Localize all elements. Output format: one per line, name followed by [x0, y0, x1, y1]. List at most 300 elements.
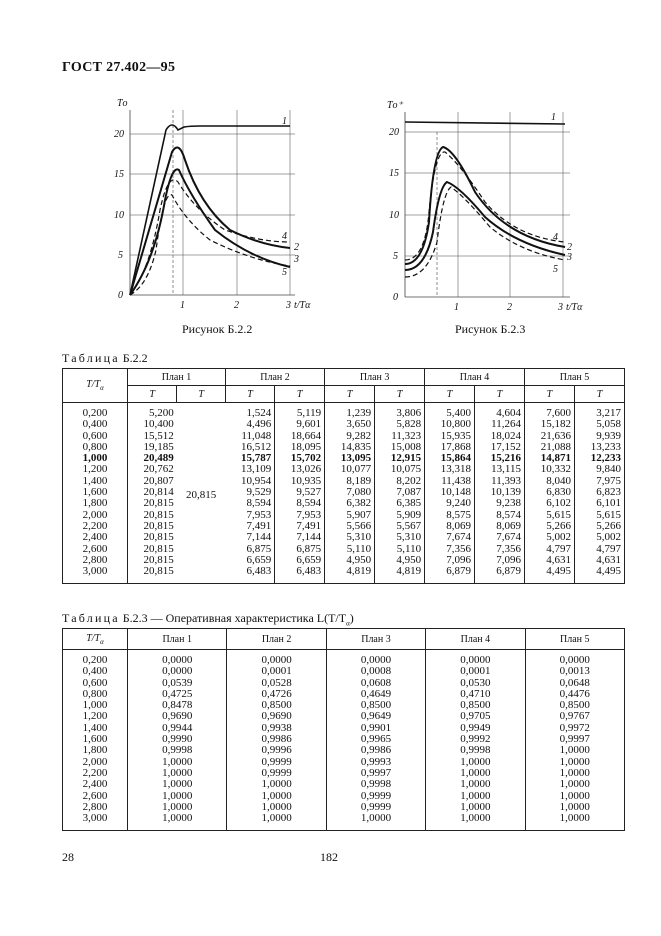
- table-cell: 6,101: [574, 498, 624, 509]
- table-cell: 0,8500: [227, 700, 326, 711]
- table-cell: 0,9998: [128, 745, 227, 756]
- table-cell: 0,4476: [525, 689, 624, 700]
- table-cell: 15,702: [275, 453, 325, 464]
- table-cell: 0,0000: [128, 666, 227, 677]
- table-cell: 5,110: [375, 544, 425, 555]
- table-cell: 5,310: [325, 532, 375, 543]
- merged-value-cell: 20,815: [177, 403, 226, 584]
- fig2-ytick: 10: [389, 210, 399, 221]
- table3-body: [63, 650, 625, 831]
- table-cell: 1,400: [63, 723, 128, 734]
- table-cell: 1,0000: [525, 791, 624, 802]
- table-cell: 10,148: [425, 487, 475, 498]
- fig2-ytick: 0: [393, 292, 398, 303]
- table-cell: 9,529: [225, 487, 274, 498]
- table-cell: 0,0000: [128, 650, 227, 667]
- table-row: [63, 779, 625, 790]
- table-cell: 9,240: [425, 498, 475, 509]
- table-cell: 11,438: [425, 476, 475, 487]
- table-cell: 2,400: [63, 779, 128, 790]
- table-cell: 10,400: [128, 419, 177, 430]
- table3-caption: Таблица Б.2.3 — Оперативная характеристика $L(T/T_\alpha)$: [62, 611, 354, 628]
- table-cell: 20,815: [128, 544, 177, 555]
- table-cell: 2,000: [63, 757, 128, 768]
- plan-header: План 5: [525, 629, 624, 650]
- table-row: [63, 723, 625, 734]
- table-cell: 5,400: [425, 403, 475, 420]
- table-cell: 6,483: [275, 566, 325, 584]
- table-cell: 16,512: [225, 442, 274, 453]
- table-cell: 18,664: [275, 431, 325, 442]
- col-ratio-header: $T/T_\alpha$: [63, 629, 128, 650]
- table-cell: 0,800: [63, 689, 128, 700]
- page-number-center: 182: [320, 850, 338, 864]
- table-cell: 9,282: [325, 431, 375, 442]
- table-cell: 0,0000: [326, 650, 425, 667]
- table-cell: 1,0000: [227, 802, 326, 813]
- table-cell: 7,096: [475, 555, 525, 566]
- table-cell: 1,200: [63, 711, 128, 722]
- table-cell: 6,483: [225, 566, 274, 584]
- table-cell: 13,233: [574, 442, 624, 453]
- table-row: [63, 745, 625, 756]
- table2-caption-num: Б.2.2: [122, 351, 148, 365]
- table-cell: 0,9996: [227, 745, 326, 756]
- table-cell: 10,077: [325, 464, 375, 475]
- table-cell: 14,871: [524, 453, 574, 464]
- table-cell: 0,600: [63, 678, 128, 689]
- table-cell: 0,8478: [128, 700, 227, 711]
- table-cell: 6,879: [425, 566, 475, 584]
- table-row: [63, 757, 625, 768]
- fig1-curve-label: 5: [282, 267, 287, 278]
- table-cell: 0,9999: [227, 768, 326, 779]
- table-cell: 5,119: [275, 403, 325, 420]
- sub-header: T: [177, 386, 226, 403]
- table-cell: 17,152: [475, 442, 525, 453]
- sub-header: T: [475, 386, 525, 403]
- table-cell: 5,110: [325, 544, 375, 555]
- table-cell: 10,935: [275, 476, 325, 487]
- table-cell: 11,393: [475, 476, 525, 487]
- table-cell: 6,875: [225, 544, 274, 555]
- table2-caption: [62, 351, 148, 366]
- table-cell: 13,318: [425, 464, 475, 475]
- table-cell: 20,815: [128, 555, 177, 566]
- table-cell: 20,815: [128, 532, 177, 543]
- table-cell: 17,868: [425, 442, 475, 453]
- fig1-curve-label: 4: [282, 231, 287, 242]
- table-cell: 1,0000: [128, 802, 227, 813]
- table-row: [63, 768, 625, 779]
- table-cell: 3,000: [63, 813, 128, 831]
- fig1-ytick: 5: [118, 250, 123, 261]
- table-row: [63, 532, 625, 543]
- plan-header: План 1: [128, 369, 226, 386]
- table-cell: 4,797: [574, 544, 624, 555]
- table-cell: 6,830: [524, 487, 574, 498]
- table-cell: 0,0001: [426, 666, 525, 677]
- table-cell: 9,840: [574, 464, 624, 475]
- table-cell: 0,4710: [426, 689, 525, 700]
- table-cell: 1,0000: [227, 791, 326, 802]
- table-cell: 0,200: [63, 650, 128, 667]
- table-cell: 4,495: [524, 566, 574, 584]
- table-cell: 15,008: [375, 442, 425, 453]
- table-cell: 0,9972: [525, 723, 624, 734]
- sub-header: T: [225, 386, 274, 403]
- table-cell: 0,400: [63, 419, 128, 430]
- table-cell: 5,266: [524, 521, 574, 532]
- table-cell: 6,385: [375, 498, 425, 509]
- table-cell: 7,144: [225, 532, 274, 543]
- table-row: [63, 566, 625, 584]
- table-cell: 5,615: [524, 510, 574, 521]
- table-cell: 1,239: [325, 403, 375, 420]
- table-cell: 0,9993: [326, 757, 425, 768]
- table-cell: 0,9986: [326, 745, 425, 756]
- table-cell: 1,0000: [426, 802, 525, 813]
- table-cell: 2,400: [63, 532, 128, 543]
- table-cell: 13,115: [475, 464, 525, 475]
- table-cell: 5,615: [574, 510, 624, 521]
- table-b22: [62, 368, 625, 584]
- plan-header: План 3: [325, 369, 425, 386]
- table-b23: [62, 628, 625, 831]
- table-cell: 0,9999: [326, 791, 425, 802]
- table-cell: 1,400: [63, 476, 128, 487]
- table-cell: 4,495: [574, 566, 624, 584]
- table-cell: 7,674: [475, 532, 525, 543]
- table3-caption-text: Б.2.3 — Оперативная характеристика L(T/T: [122, 611, 347, 625]
- table-cell: 0,0001: [227, 666, 326, 677]
- sub-header: T: [425, 386, 475, 403]
- fig1-ytick: 0: [118, 290, 123, 301]
- table-cell: 7,975: [574, 476, 624, 487]
- col-ratio-header: $T/T_\alpha$: [63, 369, 128, 403]
- table-cell: 0,9997: [326, 768, 425, 779]
- table-cell: 10,139: [475, 487, 525, 498]
- table-cell: 5,828: [375, 419, 425, 430]
- table-cell: 15,182: [524, 419, 574, 430]
- table-cell: 6,823: [574, 487, 624, 498]
- table-row: [63, 419, 625, 430]
- table-cell: 21,636: [524, 431, 574, 442]
- table-row: [63, 689, 625, 700]
- fig1-curve-label: 1: [282, 116, 287, 127]
- figure-b22: [100, 90, 310, 320]
- table-cell: 12,915: [375, 453, 425, 464]
- table-cell: 0,0000: [426, 650, 525, 667]
- document-header: ГОСТ 27.402—95: [62, 60, 176, 75]
- table-cell: 5,058: [574, 419, 624, 430]
- table-cell: 10,332: [524, 464, 574, 475]
- table-cell: 0,9965: [326, 734, 425, 745]
- table-cell: 5,907: [325, 510, 375, 521]
- table-cell: 3,217: [574, 403, 624, 420]
- page-number-left: 28: [62, 850, 74, 864]
- fig2-curve-label: 5: [553, 264, 558, 275]
- table-cell: 4,819: [375, 566, 425, 584]
- table-cell: 4,631: [574, 555, 624, 566]
- table-cell: 2,200: [63, 768, 128, 779]
- table-cell: 10,800: [425, 419, 475, 430]
- table-cell: 20,489: [128, 453, 177, 464]
- table-cell: 5,002: [574, 532, 624, 543]
- fig2-ytick: 15: [389, 168, 399, 179]
- fig2-curve-label: 2: [567, 242, 572, 253]
- table-cell: 1,0000: [227, 813, 326, 831]
- table-cell: 2,600: [63, 544, 128, 555]
- table-cell: 1,0000: [128, 757, 227, 768]
- fig1-xtick: 2: [234, 300, 239, 311]
- table-cell: 20,815: [128, 521, 177, 532]
- fig2-xlabel: t/Tα: [566, 302, 583, 313]
- table-cell: 1,0000: [128, 768, 227, 779]
- fig1-xtick: 3: [286, 300, 291, 311]
- table-cell: 0,9998: [326, 779, 425, 790]
- table-cell: 1,0000: [525, 768, 624, 779]
- table-cell: 1,0000: [426, 768, 525, 779]
- table-cell: 7,356: [425, 544, 475, 555]
- table-cell: 0,4725: [128, 689, 227, 700]
- table-cell: 5,200: [128, 403, 177, 420]
- table-cell: 6,659: [275, 555, 325, 566]
- table-cell: 5,566: [325, 521, 375, 532]
- table-cell: 0,9990: [128, 734, 227, 745]
- sub-header: T: [325, 386, 375, 403]
- table-cell: 0,9944: [128, 723, 227, 734]
- table-cell: 1,0000: [426, 757, 525, 768]
- fig1-ylabel: Tо: [117, 98, 128, 109]
- table-cell: 1,0000: [128, 791, 227, 802]
- table-cell: 1,600: [63, 734, 128, 745]
- table-cell: 1,800: [63, 498, 128, 509]
- table-cell: 14,835: [325, 442, 375, 453]
- table-cell: 15,864: [425, 453, 475, 464]
- table-cell: 6,875: [275, 544, 325, 555]
- table-cell: 8,575: [425, 510, 475, 521]
- table-cell: 0,0528: [227, 678, 326, 689]
- table-row: [63, 403, 625, 420]
- table-cell: 20,815: [128, 566, 177, 584]
- table-cell: 5,266: [574, 521, 624, 532]
- fig1-ytick: 15: [114, 169, 124, 180]
- table-cell: 15,512: [128, 431, 177, 442]
- fig2-caption: Рисунок Б.2.3: [455, 322, 526, 336]
- table-cell: 19,185: [128, 442, 177, 453]
- table-cell: 0,8500: [525, 700, 624, 711]
- table-cell: 9,939: [574, 431, 624, 442]
- table-cell: 3,000: [63, 566, 128, 584]
- table-cell: 0,9705: [426, 711, 525, 722]
- plan-header: План 3: [326, 629, 425, 650]
- fig2-curve-label: 3: [567, 252, 572, 263]
- table-cell: 1,0000: [426, 813, 525, 831]
- table-cell: 7,953: [275, 510, 325, 521]
- table-cell: 0,0008: [326, 666, 425, 677]
- plan-header: План 2: [225, 369, 324, 386]
- table-cell: 1,600: [63, 487, 128, 498]
- table-cell: 1,0000: [525, 802, 624, 813]
- table-cell: 1,0000: [326, 813, 425, 831]
- table-cell: 1,0000: [426, 779, 525, 790]
- table-cell: 4,604: [475, 403, 525, 420]
- table-cell: 13,026: [275, 464, 325, 475]
- table-cell: 0,0648: [525, 678, 624, 689]
- table-cell: 7,491: [225, 521, 274, 532]
- table-cell: 0,0608: [326, 678, 425, 689]
- table-cell: 7,953: [225, 510, 274, 521]
- table-cell: 6,102: [524, 498, 574, 509]
- table-cell: 0,9999: [227, 757, 326, 768]
- sub-header: T: [524, 386, 574, 403]
- table-cell: 0,9997: [525, 734, 624, 745]
- fig2-ytick: 20: [389, 127, 399, 138]
- table-cell: 1,800: [63, 745, 128, 756]
- fig1-caption: Рисунок Б.2.2: [182, 322, 253, 336]
- table-cell: 6,382: [325, 498, 375, 509]
- table2-caption-word: Таблица: [62, 351, 120, 365]
- table-cell: 20,815: [128, 498, 177, 509]
- table-cell: 0,9938: [227, 723, 326, 734]
- table-cell: 0,9986: [227, 734, 326, 745]
- table-row: [63, 813, 625, 831]
- table-row: [63, 734, 625, 745]
- table-row: [63, 650, 625, 667]
- table-cell: 8,069: [425, 521, 475, 532]
- table-cell: 13,109: [225, 464, 274, 475]
- table-cell: 1,200: [63, 464, 128, 475]
- table-cell: 0,8500: [426, 700, 525, 711]
- table-cell: 20,762: [128, 464, 177, 475]
- table-cell: 2,800: [63, 555, 128, 566]
- table-cell: 0,600: [63, 431, 128, 442]
- fig2-xtick: 3: [558, 302, 563, 313]
- plan-header: План 2: [227, 629, 326, 650]
- plan-header: План 4: [425, 369, 525, 386]
- plan-header: План 5: [524, 369, 624, 386]
- table2-body: [63, 403, 625, 584]
- sub-header: T: [275, 386, 325, 403]
- table-cell: 1,000: [63, 700, 128, 711]
- table-cell: 5,567: [375, 521, 425, 532]
- table-cell: 2,600: [63, 791, 128, 802]
- fig1-xlabel: t/Tα: [294, 300, 311, 311]
- table-cell: 8,594: [225, 498, 274, 509]
- table-cell: 0,0000: [227, 650, 326, 667]
- table-cell: 7,674: [425, 532, 475, 543]
- table-cell: 5,002: [524, 532, 574, 543]
- table-cell: 8,202: [375, 476, 425, 487]
- table-cell: 2,200: [63, 521, 128, 532]
- table-cell: 8,040: [524, 476, 574, 487]
- fig1-curve-label: 2: [294, 242, 299, 253]
- fig2-xtick: 1: [454, 302, 459, 313]
- table-cell: 0,9690: [128, 711, 227, 722]
- table-cell: 1,0000: [525, 757, 624, 768]
- table3-caption-word: Таблица: [62, 611, 120, 625]
- table-cell: 0,400: [63, 666, 128, 677]
- table-row: [63, 802, 625, 813]
- sub-header: T: [375, 386, 425, 403]
- table-cell: 0,8500: [326, 700, 425, 711]
- table-row: [63, 666, 625, 677]
- table-cell: 10,954: [225, 476, 274, 487]
- table-cell: 3,650: [325, 419, 375, 430]
- table-cell: 0,9767: [525, 711, 624, 722]
- fig2-ylabel: Tо⁺: [387, 100, 403, 111]
- table-cell: 1,0000: [128, 813, 227, 831]
- table-cell: 9,527: [275, 487, 325, 498]
- table-cell: 7,600: [524, 403, 574, 420]
- fig1-ytick: 10: [114, 210, 124, 221]
- table-cell: 0,9901: [326, 723, 425, 734]
- sub-header: T: [128, 386, 177, 403]
- table-cell: 1,0000: [525, 745, 624, 756]
- table-cell: 2,000: [63, 510, 128, 521]
- table-cell: 9,601: [275, 419, 325, 430]
- table-cell: 1,0000: [525, 813, 624, 831]
- table-cell: 7,080: [325, 487, 375, 498]
- table-cell: 1,0000: [525, 779, 624, 790]
- table-cell: 18,024: [475, 431, 525, 442]
- table-cell: 0,0539: [128, 678, 227, 689]
- table-cell: 5,310: [375, 532, 425, 543]
- table-cell: 9,238: [475, 498, 525, 509]
- table-cell: 20,815: [128, 510, 177, 521]
- table-cell: 0,0013: [525, 666, 624, 677]
- table-cell: 1,0000: [128, 779, 227, 790]
- table-cell: 0,9949: [426, 723, 525, 734]
- sub-header: T: [574, 386, 624, 403]
- table-cell: 4,631: [524, 555, 574, 566]
- table-cell: 0,9649: [326, 711, 425, 722]
- plan-header: План 4: [426, 629, 525, 650]
- table-cell: 0,4726: [227, 689, 326, 700]
- table-cell: 8,069: [475, 521, 525, 532]
- table-cell: 0,0530: [426, 678, 525, 689]
- table-cell: 8,574: [475, 510, 525, 521]
- table-cell: 13,095: [325, 453, 375, 464]
- table-cell: 1,000: [63, 453, 128, 464]
- fig1-curve-label: 3: [294, 254, 299, 265]
- table-cell: 4,819: [325, 566, 375, 584]
- table-cell: 20,807: [128, 476, 177, 487]
- table-cell: 3,806: [375, 403, 425, 420]
- table-cell: 5,909: [375, 510, 425, 521]
- table-cell: 1,0000: [426, 791, 525, 802]
- table-cell: 2,800: [63, 802, 128, 813]
- table-cell: 4,496: [225, 419, 274, 430]
- table-cell: 7,144: [275, 532, 325, 543]
- fig2-xtick: 2: [507, 302, 512, 313]
- table-cell: 18,095: [275, 442, 325, 453]
- table-row: [63, 700, 625, 711]
- table-cell: 12,233: [574, 453, 624, 464]
- table-cell: 0,800: [63, 442, 128, 453]
- table-cell: 0,9998: [426, 745, 525, 756]
- fig2-ytick: 5: [393, 251, 398, 262]
- table-cell: 8,594: [275, 498, 325, 509]
- table-cell: 11,048: [225, 431, 274, 442]
- table-cell: 21,088: [524, 442, 574, 453]
- fig1-ytick: 20: [114, 129, 124, 140]
- table-cell: 0,9999: [326, 802, 425, 813]
- table-row: [63, 678, 625, 689]
- table-cell: 7,096: [425, 555, 475, 566]
- table-cell: 11,323: [375, 431, 425, 442]
